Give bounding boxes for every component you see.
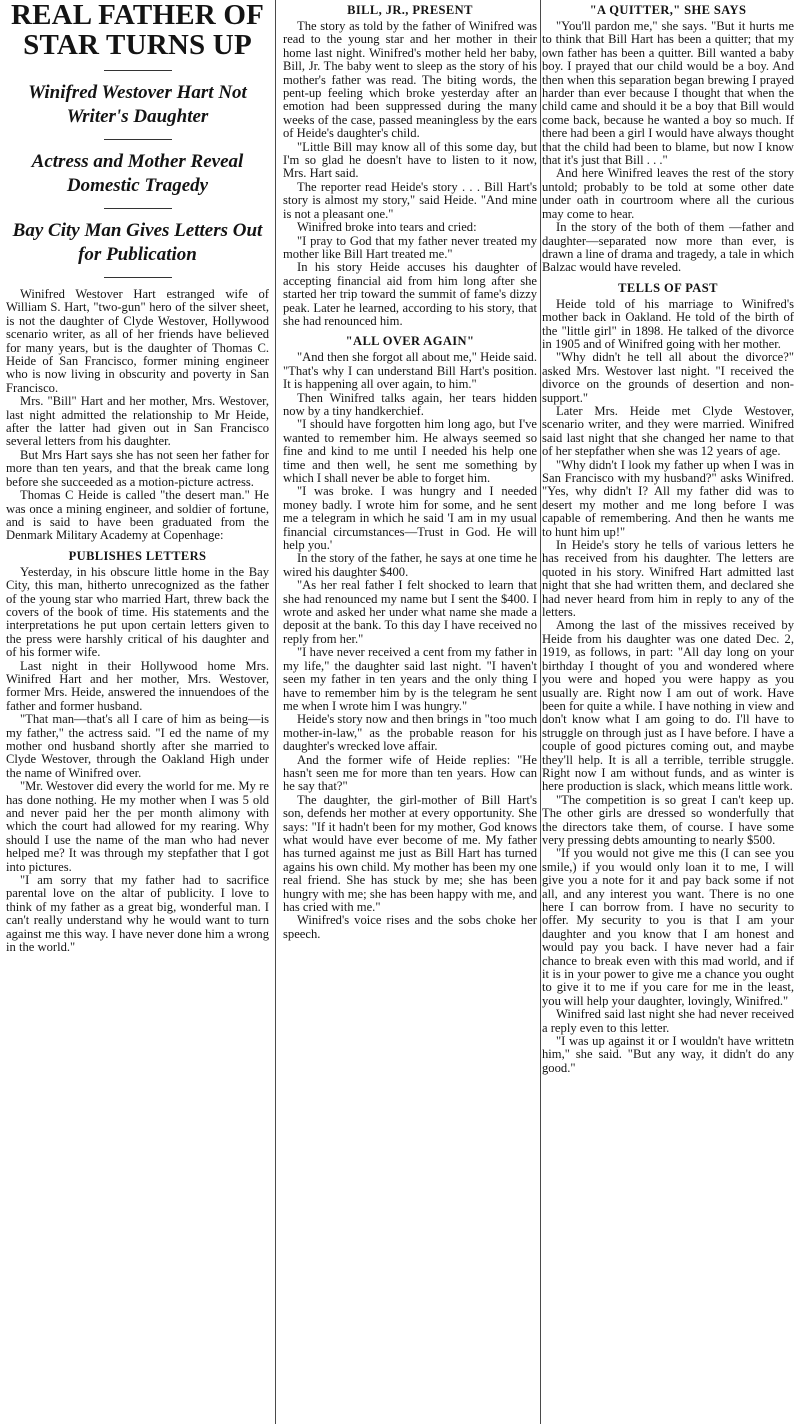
- subhead: TELLS OF PAST: [618, 280, 718, 295]
- article-body: [542, 3, 794, 1075]
- paragraph: Among the last of the missives received by Heide from his daughter was one dated Dec. 2, 1919, as follows, in part: "All day long on your birthday I thought of you and wondered where you were and hoped you were happy as you usually are. Right now I am out of work. Have been for quite a while. I have nothing in view and don't know what I am going to do. I'll have to struggle on through just as I have before. I have a couple of good pictures coming out, and maybe they'll help. It is all a terrible, terrible struggle. Right now I am without funds, and as winter is here production is slack, which means little work.: [542, 618, 794, 794]
- deck-1: Winifred Westover Hart Not Writer's Daughter: [28, 82, 247, 127]
- divider: [104, 208, 172, 209]
- paragraph: And the former wife of Heide replies: "He hasn't seen me for more than ten years. How can he say that?": [283, 752, 537, 794]
- paragraph: "I am sorry that my father had to sacrifice parental love on the altar of publicity. I love to think of my father as a great big, wonderful man. I can't really understand why he would want to turn against me this way. I have never done him a wrong in the world.": [6, 873, 269, 955]
- paragraph: Then Winifred talks again, her tears hidden now by a tiny handkerchief.: [283, 390, 537, 418]
- paragraph: Winifred's voice rises and the sobs choke her speech.: [283, 913, 537, 941]
- paragraph: "I should have forgotten him long ago, but I've wanted to remember him. He always seemed so fine and kind to me until I needed his help one time and then well, he sent me something by which I shall never be able to forget him.: [283, 417, 537, 485]
- paragraph: Later Mrs. Heide met Clyde Westover, scenario writer, and they were married. Winifred said last night that she changed her name to that of her stepfather when she was 12 years of age.: [542, 403, 794, 459]
- paragraph: And here Winifred leaves the rest of the story untold; probably to be told at some other date under oath in courtroom where all the curious may come to hear.: [542, 166, 794, 221]
- headline: REAL FATHER OF STAR TURNS UP: [10, 0, 265, 61]
- subhead: PUBLISHES LETTERS: [68, 548, 207, 563]
- paragraph: "That man—that's all I care of him as being—is my father," the actress said. "I ed the name of my mother ond husband shortly after she married to Clyde Westover, through the Oakland High under the name of Winifred over.: [6, 712, 269, 780]
- paragraph: The reporter read Heide's story . . . Bill Hart's story is almost my story," said Heide. "And mine is not a pleasant one.": [283, 179, 537, 221]
- paragraph: The daughter, the girl-mother of Bill Hart's son, defends her mother at every opportunity. She says: "If it hadn't been for my mother, God knows what would have ever become of me. My father has turned against me just as Bill Hart has turned agains his own child. My mother has been my one real friend. She has stuck by me; she has been hungry with me; she has been happy with me, and has cried with me.": [283, 792, 537, 914]
- article-body: [283, 3, 537, 941]
- divider: [104, 277, 172, 278]
- deck-3: Bay City Man Gives Letters Out for Publication: [12, 220, 263, 265]
- paragraph: "I was up against it or I wouldn't have writtetn him," she said. "But any way, it didn't do any good.": [542, 1034, 794, 1075]
- column-rule: [275, 0, 276, 1424]
- deck-2: Actress and Mother Reveal Domestic Tragedy: [31, 151, 244, 196]
- article-body: [6, 288, 269, 955]
- paragraph: "You'll pardon me," she says. "But it hurts me to think that Bill Hart has been a quitter; that my own father has been a quitter. Bill wanted a baby boy. I prayed that our child would be a boy. And then when this separation began brewing I prayed harder than ever because I thought that when the child came and should it be a boy that Bill would come back, because he wanted a boy so much. If there had been a girl I would have always thought that the child had been to blame, but now I know that it's just that Bill . . .": [542, 19, 794, 168]
- paragraph: "The competition is so great I can't keep up. The other girls are dressed so wonderfully that the directors take them, of course. I have some very pressing debts amounting to nearly $500.: [542, 792, 794, 847]
- subhead: BILL, JR., PRESENT: [347, 3, 473, 17]
- paragraph: Winifred broke into tears and cried:: [297, 220, 477, 235]
- paragraph: "I have never received a cent from my father in my life," the daughter said last night. "I haven't seen my father in ten years and the only thing I have to remember him by is the telegram he sent me when I wrote him I was hungry.": [283, 645, 537, 713]
- paragraph: In the story of the both of them —father and daughter—separated now more than ever, is drawn a line of drama and tragedy, a tale in which Balzac would have reveled.: [542, 220, 794, 275]
- paragraph: Mrs. "Bill" Hart and her mother, Mrs. Westover, last night admitted the relationship to Mr Heide, after the latter had given out in San Francisco several letters from his daughter.: [6, 394, 269, 449]
- paragraph: "Why didn't I look my father up when I was in San Francisco with my husband?" asks Winifred. "Yes, why didn't I? All my father did was to desert my mother and me long before I was capable of remembering. And then he wants me to hunt him up!": [542, 457, 794, 539]
- paragraph: "Mr. Westover did every the world for me. My re has done nothing. He my mother when I was 5 old and never paid her the per month alimony with which the court had allowed for my rearing. Why should I use the name of the man who had never helped me? It was through my stepfather that I got into pictures.: [6, 779, 269, 874]
- subhead: "A QUITTER," SHE SAYS: [589, 3, 747, 17]
- column-2: [283, 0, 537, 1424]
- paragraph: Thomas C Heide is called "the desert man." He was once a mining engineer, and soldier of fortune, and is said to have been graduated from the Denmark Military Academy at Copenhage:: [6, 488, 269, 543]
- column-rule: [540, 0, 541, 1424]
- paragraph: "Why didn't he tell all about the divorce?" asked Mrs. Westover last night. "I received the divorce on the grounds of desertion and non-support.": [542, 350, 794, 405]
- divider: [104, 139, 172, 140]
- paragraph: In the story of the father, he says at one time he wired his daughter $400.: [283, 551, 537, 579]
- column-1: [6, 0, 269, 1424]
- divider: [104, 70, 172, 71]
- paragraph: Heide told of his marriage to Winifred's mother back in Oakland. He told of the birth of the "little girl" in 1898. He talked of the divorce in 1905 and of Winifred going with her mother.: [542, 296, 794, 351]
- paragraph: But Mrs Hart says she has not seen her father for more than ten years, and that the break came long before she succeeded as a motion-picture actress.: [6, 447, 269, 489]
- paragraph: Yesterday, in his obscure little home in the Bay City, this man, hitherto unrecognized as the father of the young star who married Hart, threw back the covers of the book of time. His statements and the interpretations he put upon certain letters given to the press were harshly critical of his daughter and of his former wife.: [6, 564, 269, 660]
- paragraph: "I pray to God that my father never treated my mother like Bill Hart treated me.": [283, 233, 537, 261]
- column-3: [542, 0, 794, 1424]
- paragraph: Last night in their Hollywood home Mrs. Winifred Hart and her mother, Mrs. Westover, former Mrs. Heide, answered the innuendoes of the father and former husband.: [6, 658, 269, 713]
- paragraph: "And then she forgot all about me," Heide said. "That's why I can understand Bill Hart's position. It is happening all over again, to him.": [283, 350, 537, 392]
- paragraph: Winifred Westover Hart estranged wife of William S. Hart, "two-gun" hero of the silver sheet, is not the daughter of Clyde Westover, Hollywood scenario writer, as all of her friends have believed for many years, but is the daughter of Thomas C. Heide of San Francisco, former mining engineer who is now living in obscurity and poverty in San Francisco.: [6, 287, 269, 395]
- paragraph: The story as told by the father of Winifred was read to the young star and her mother in their home last night. Winifred's mother held her baby, Bill, Jr. The baby went to sleep as the story of his mother's father was read. The biting words, the pent-up feeling which broke yesterday after an emotion had been suppressed during the many weeks of the case, passed meaningless by the ears of Heide's daughter's child.: [283, 19, 537, 141]
- paragraph: "If you would not give me this (I can see you smile,) if you would only loan it to me, I will give you a note for it and pay back some if not all, and any interest you want. There is no one here I can borrow from. I have no security to offer. My security to you is that I am your daughter and you know that I am honest and would pay you back. I have never had a fair chance to break even with this mad world, and if it is in your power to give me a chance you ought to give it to me if you care for me in the least, you will help your daughter, lovingly, Winifred.": [542, 846, 794, 1008]
- paragraph: "Little Bill may know all of this some day, but I'm so glad he doesn't have to listen to it now, Mrs. Hart said.: [283, 139, 537, 181]
- paragraph: Winifred said last night she had never received a reply even to this letter.: [542, 1007, 794, 1035]
- subhead: "ALL OVER AGAIN": [345, 334, 475, 349]
- paragraph: "As her real father I felt shocked to learn that she had renounced my name but I sent the $400. I wrote and asked her under what name she made a deposit at the bank. To this day I have received no reply from her.": [283, 578, 537, 646]
- paragraph: "I was broke. I was hungry and I needed money badly. I wrote him for some, and he sent me a telegram in which he said 'I am in my usual financial circumstances—Trust in God. He will help you.': [283, 484, 537, 553]
- paragraph: Heide's story now and then brings in "too much mother-in-law," as the probable reason for his daughter's wrecked love affair.: [283, 712, 537, 754]
- paragraph: In his story Heide accuses his daughter of accepting financial aid from him long after she started her trip toward the summit of fame's dizzy peak. Later he learned, according to his story, that she had renounced him.: [283, 260, 537, 328]
- paragraph: In Heide's story he tells of various letters he has received from his daughter. The letters are quoted in his story. Winifred Hart admitted last night that she had written them, and declared she had never heard from him in reply to any of the letters.: [542, 538, 794, 620]
